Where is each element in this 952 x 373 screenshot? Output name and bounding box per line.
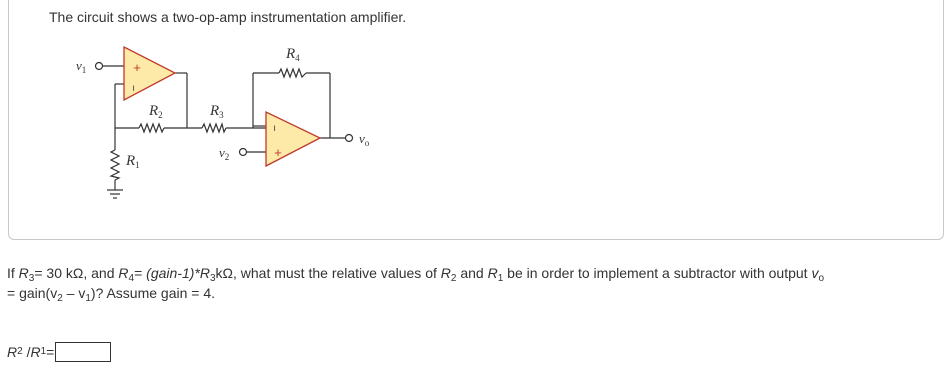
v1-terminal xyxy=(96,63,103,70)
r2-label: $R_2$ xyxy=(149,103,163,120)
opamp2-plus: + xyxy=(274,145,282,160)
question-text: If $R_3= 30$ kΩ, and $R_4=$ $(gain-1)*R_3k\Omega$, what must the relative values of $R_2$ and $R_1$ be in order to implement a subtractor with output $v_o$ = $gain(v_2 - v_1)$? Assume gain = 4. xyxy=(7,265,825,304)
answer-r2: R xyxy=(7,344,18,360)
answer-equals: = xyxy=(46,344,55,360)
r4-label: $R_4$ xyxy=(286,46,300,63)
intro-text: The circuit shows a two-op-amp instrumentation amplifier. xyxy=(49,9,407,25)
opamp1-plus: + xyxy=(133,60,141,75)
v2-terminal xyxy=(240,149,247,156)
vo-label: $v_o$ xyxy=(359,131,370,148)
vo-terminal xyxy=(346,135,353,142)
opamp-1-symbol xyxy=(124,47,175,100)
v2-label: $v_2$ xyxy=(219,145,230,162)
r4-resistor xyxy=(279,69,306,77)
opamp2-minus: − xyxy=(268,125,280,132)
answer-row: R 2 / R 1 = xyxy=(7,342,111,362)
ratio-answer-input[interactable] xyxy=(55,342,111,362)
r3-resistor xyxy=(202,124,226,132)
r1-resistor xyxy=(111,150,119,180)
r2-resistor xyxy=(139,124,164,132)
v1-label: $v_1$ xyxy=(76,58,87,75)
answer-r1: R xyxy=(30,344,41,360)
opamp1-minus: − xyxy=(127,85,139,92)
r1-label: $R_1$ xyxy=(126,153,140,170)
r3-label: $R_3$ xyxy=(210,103,224,120)
